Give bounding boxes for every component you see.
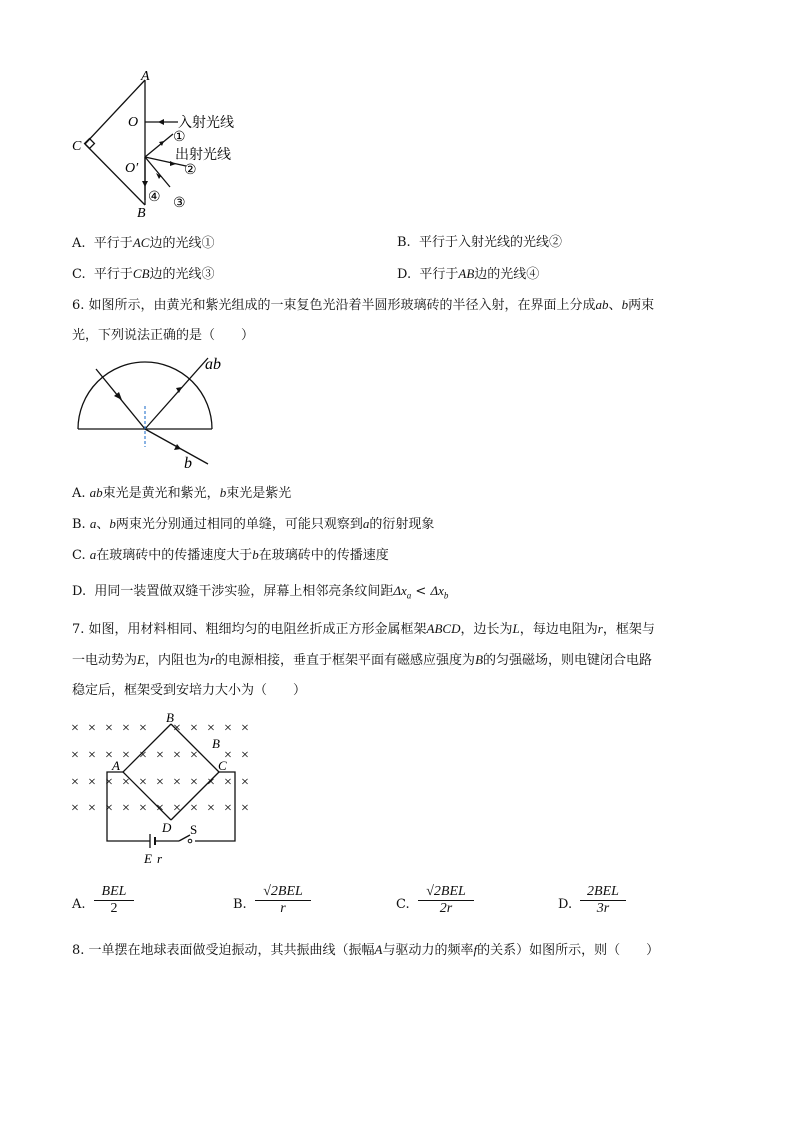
field-cross: × (71, 721, 79, 736)
q6-stem-line2: 光，下列说法正确的是（ ） (72, 328, 255, 343)
option-b-numerator: √2BEL (263, 884, 303, 899)
q6-option-b: B. a、b两束光分别通过相同的单缝，可能只观察到a的衍射现象 (72, 516, 435, 532)
option-a-denominator: 2 (110, 901, 118, 916)
beam-ab-label: ab (205, 356, 221, 373)
field-cross: × (224, 748, 232, 763)
vertex-d: D (162, 820, 172, 835)
field-cross: × (139, 801, 147, 816)
q6-option-a: A. ab束光是黄光和紫光，b束光是紫光 (72, 485, 292, 501)
field-cross: × (207, 801, 215, 816)
emf-e-label: E (144, 851, 152, 866)
q6-stem-line1: 6. 如图所示，由黄光和紫光组成的一束复色光沿着半圆形玻璃砖的半径入射，在界面上分成ab、b两束 (72, 297, 655, 313)
field-cross: × (190, 775, 198, 790)
field-cross: × (207, 775, 215, 790)
field-cross: × (224, 721, 232, 736)
option-a-numerator: BEL (101, 884, 127, 899)
switch-s-label: S (190, 822, 198, 837)
q7-stem-line1: 7. 如图，用材料相同、粗细均匀的电阻丝折成正方形金属框架ABCD，边长为L，每边电阻为r，框架与 (72, 621, 655, 637)
field-cross: × (139, 775, 147, 790)
q5-option-a: A. 平行于AC边的光线① (72, 235, 215, 251)
field-cross: × (173, 801, 181, 816)
vertex-b: B (166, 710, 174, 725)
field-cross: × (241, 801, 249, 816)
field-cross: × (139, 721, 147, 736)
vertex-a: A (141, 69, 150, 84)
prism-diagram (60, 62, 260, 222)
semicircle-glass-diagram (70, 350, 230, 475)
q6-option-d: D. 用同一装置做双缝干涉实验，屏幕上相邻亮条纹间距$\Delta x_a < \Delta x_b$ (72, 583, 449, 601)
vertex-c: C (72, 139, 82, 154)
exit-ray-label: 出射光线 (175, 148, 231, 163)
option-b-denominator: r (280, 901, 286, 916)
field-cross: × (88, 775, 96, 790)
field-cross: × (105, 721, 113, 736)
field-cross: × (241, 721, 249, 736)
vertex-b: B (137, 206, 146, 221)
field-cross: × (173, 748, 181, 763)
q7-stem-line2: 一电动势为E，内阻也为r的电源相接，垂直于框架平面有磁感应强度为B的匀强磁场，则电键闭合电路 (72, 652, 653, 668)
option-c-numerator: √2BEL (426, 884, 466, 899)
beam-b-label: b (184, 455, 192, 472)
point-o: O (128, 115, 139, 130)
field-cross: × (71, 748, 79, 763)
field-cross: × (156, 801, 164, 816)
field-cross: × (88, 721, 96, 736)
field-cross: × (173, 775, 181, 790)
q7-stem-line3: 稳定后，框架受到安培力大小为（ ） (72, 683, 307, 698)
field-cross: × (241, 775, 249, 790)
point-o-prime: O′ (125, 161, 139, 176)
ray-1-label: ① (173, 130, 186, 145)
field-cross: × (122, 775, 130, 790)
field-cross: × (139, 748, 147, 763)
option-d-numerator: 2BEL (587, 884, 619, 899)
option-d-denominator: 3r (596, 901, 610, 916)
ray-4-label: ④ (148, 190, 161, 205)
field-cross: × (88, 748, 96, 763)
field-cross: × (190, 721, 198, 736)
field-cross: × (88, 801, 96, 816)
q5-option-b: B. 平行于入射光线的光线② (397, 235, 562, 250)
q5-option-d: D. 平行于AB边的光线④ (397, 266, 540, 282)
vertex-c: C (218, 758, 227, 773)
square-frame-circuit-diagram (66, 708, 266, 873)
q5-option-c: C. 平行于CB边的光线③ (72, 266, 215, 282)
field-cross: × (105, 748, 113, 763)
field-cross: × (71, 801, 79, 816)
field-cross: × (173, 721, 181, 736)
field-cross: × (156, 775, 164, 790)
q6-option-c: C. a在玻璃砖中的传播速度大于b在玻璃砖中的传播速度 (72, 547, 389, 563)
vertex-a: A (112, 758, 120, 773)
ray-3-label: ③ (173, 196, 186, 211)
field-cross: × (122, 748, 130, 763)
q8-stem: 8. 一单摆在地球表面做受迫振动，其共振曲线（振幅A与驱动力的频率f的关系）如图所示，则（ ） (72, 942, 660, 958)
field-cross: × (224, 775, 232, 790)
field-b-label: B (212, 736, 220, 751)
option-c-denominator: 2r (439, 901, 453, 916)
field-cross: × (105, 775, 113, 790)
field-cross: × (190, 801, 198, 816)
field-cross: × (122, 721, 130, 736)
field-cross: × (156, 748, 164, 763)
field-cross: × (190, 748, 198, 763)
field-cross: × (122, 801, 130, 816)
field-cross: × (207, 721, 215, 736)
field-cross: × (105, 801, 113, 816)
ray-2-label: ② (184, 163, 197, 178)
field-cross: × (224, 801, 232, 816)
internal-r-label: r (157, 851, 163, 866)
incident-ray-label: 入射光线 (178, 116, 234, 131)
field-cross: × (71, 775, 79, 790)
field-cross: × (241, 748, 249, 763)
